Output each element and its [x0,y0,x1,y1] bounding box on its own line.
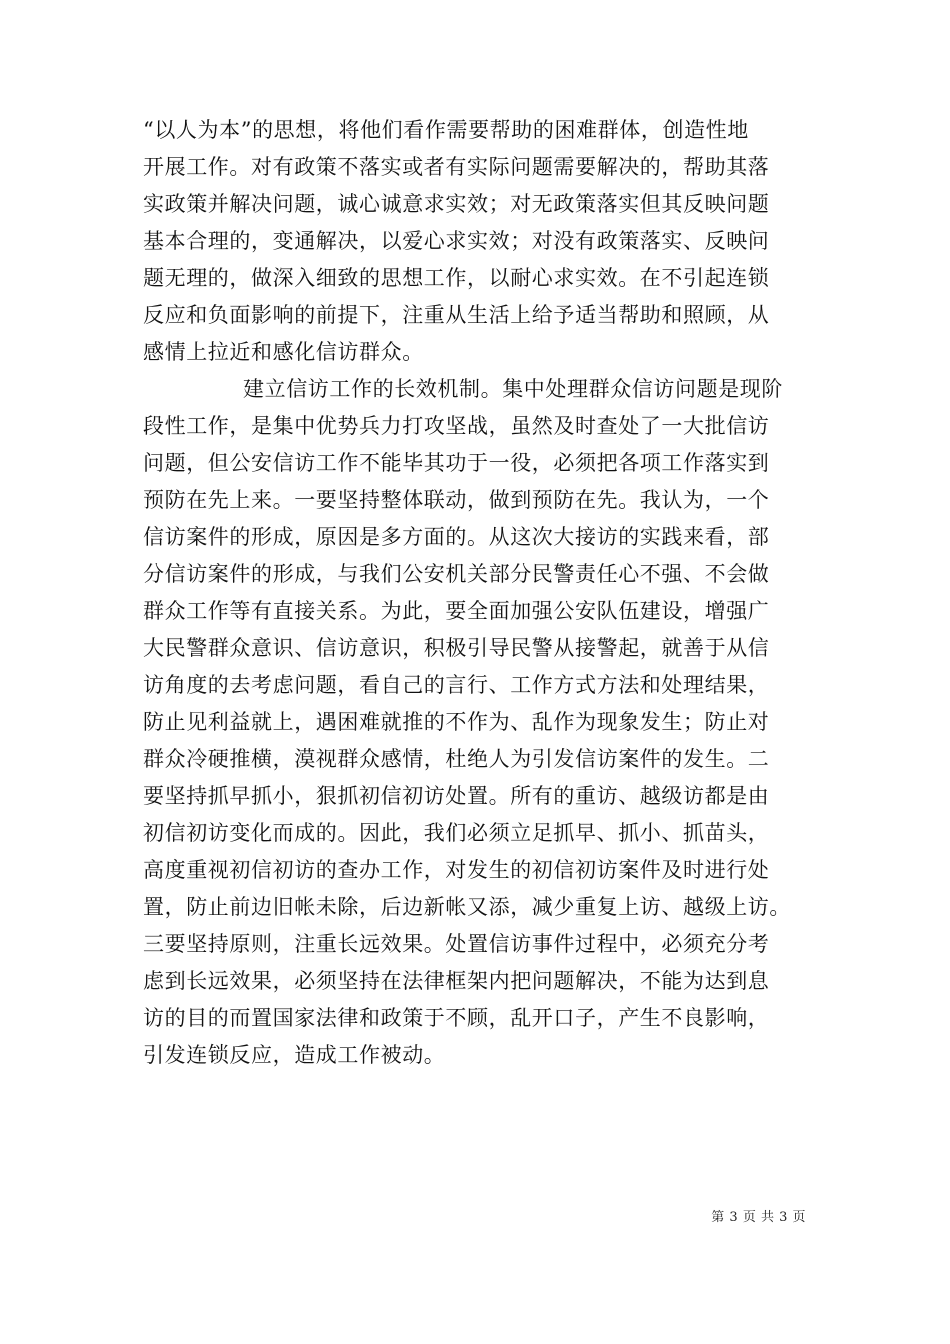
text-line: 题无理的，做深入细致的思想工作，以耐心求实效。在不引起连锁 [143,266,770,290]
text-line: 基本合理的，变通解决，以爱心求实效；对没有政策落实、反映问 [143,229,770,253]
paragraph-start-line: 建立信访工作的长效机制。集中处理群众信访问题是现阶 [243,377,783,401]
text-line: 访角度的去考虑问题，看自己的言行、工作方式方法和处理结果， [143,673,770,697]
text-line: 开展工作。对有政策不落实或者有实际问题需要解决的，帮助其落 [143,155,770,179]
text-line: 三要坚持原则，注重长远效果。处置信访事件过程中，必须充分考 [143,932,770,956]
text-line: 反应和负面影响的前提下，注重从生活上给予适当帮助和照顾，从 [143,303,770,327]
text-line: 大民警群众意识、信访意识，积极引导民警从接警起，就善于从信 [143,636,770,660]
text-line: 初信初访变化而成的。因此，我们必须立足抓早、抓小、抓苗头， [143,821,770,845]
text-line: 感情上拉近和感化信访群众。 [143,340,424,364]
text-line: 访的目的而置国家法律和政策于不顾，乱开口子，产生不良影响， [143,1006,770,1030]
text-line: 预防在先上来。一要坚持整体联动，做到预防在先。我认为，一个 [143,488,770,512]
text-line: 防止见利益就上，遇困难就推的不作为、乱作为现象发生；防止对 [143,710,770,734]
text-line: 信访案件的形成，原因是多方面的。从这次大接访的实践来看，部 [143,525,770,549]
text-line: 实政策并解决问题，诚心诚意求实效；对无政策落实但其反映问题 [143,192,770,216]
text-line: 问题，但公安信访工作不能毕其功于一役，必须把各项工作落实到 [143,451,770,475]
text-line: “以人为本”的思想，将他们看作需要帮助的困难群体，创造性地 [143,118,749,142]
text-line: 虑到长远效果，必须坚持在法律框架内把问题解决，不能为达到息 [143,969,770,993]
text-line: 要坚持抓早抓小，狠抓初信初访处置。所有的重访、越级访都是由 [143,784,770,808]
text-line: 段性工作，是集中优势兵力打攻坚战，虽然及时查处了一大批信访 [143,414,770,438]
body-text [143,112,815,1074]
text-line: 群众工作等有直接关系。为此，要全面加强公安队伍建设，增强广 [143,599,770,623]
text-line: 分信访案件的形成，与我们公安机关部分民警责任心不强、不会做 [143,562,770,586]
text-line: 高度重视初信初访的查办工作，对发生的初信初访案件及时进行处 [143,858,770,882]
text-line: 群众冷硬推横，漠视群众感情，杜绝人为引发信访案件的发生。二 [143,747,770,771]
page-number-footer: 第 3 页 共 3 页 [711,1210,806,1225]
text-line: 引发连锁反应，造成工作被动。 [143,1043,446,1067]
text-line: 置，防止前边旧帐未除，后边新帐又添，减少重复上访、越级上访。 [143,895,791,919]
